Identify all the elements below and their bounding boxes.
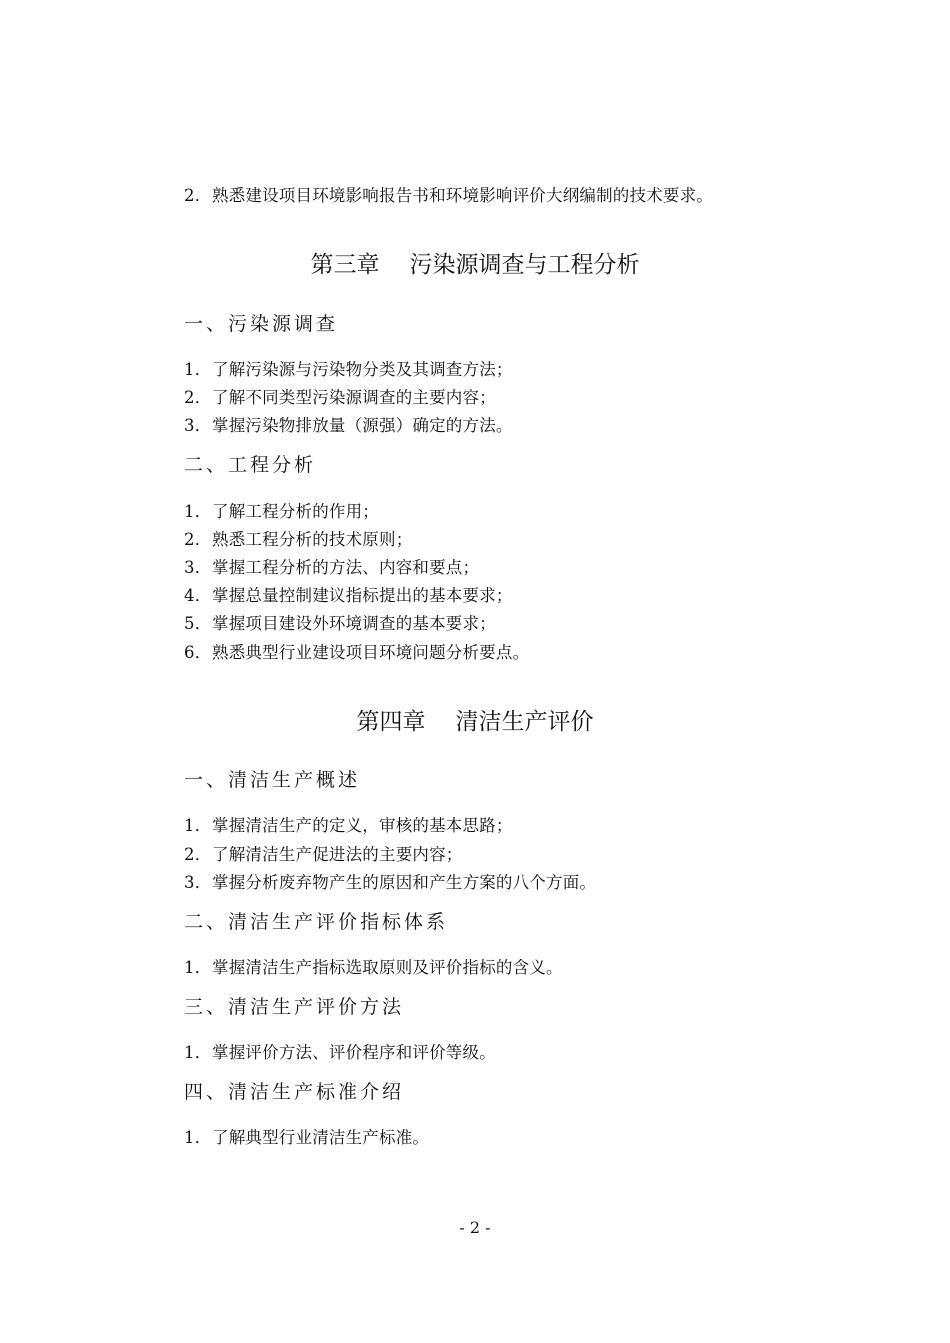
list-item bbox=[184, 360, 513, 380]
section-heading: 二、工程分析 bbox=[184, 454, 317, 476]
list-item bbox=[184, 530, 412, 550]
item-text: 了解工程分析的作用； bbox=[212, 502, 379, 521]
item-number: 3． bbox=[184, 558, 212, 577]
item-text: 熟悉建设项目环境影响报告书和环境影响评价大纲编制的技术要求。 bbox=[212, 186, 713, 205]
item-text: 掌握污染物排放量（源强）确定的方法。 bbox=[212, 416, 513, 435]
chapter-name: 污染源调查与工程分析 bbox=[409, 252, 640, 278]
section-heading: 三、清洁生产评价方法 bbox=[184, 996, 405, 1018]
section-heading: 四、清洁生产标准介绍 bbox=[184, 1081, 405, 1103]
item-text: 掌握总量控制建议指标提出的基本要求； bbox=[212, 586, 513, 605]
item-number: 1． bbox=[184, 1043, 212, 1062]
item-text: 掌握清洁生产的定义，审核的基本思路； bbox=[212, 816, 513, 835]
item-number: 3． bbox=[184, 873, 212, 892]
item-number: 2． bbox=[184, 388, 212, 407]
item-number: 5． bbox=[184, 614, 212, 633]
item-text: 了解典型行业清洁生产标准。 bbox=[212, 1128, 430, 1147]
item-text: 掌握分析废弃物产生的原因和产生方案的八个方面。 bbox=[212, 873, 597, 892]
section-heading: 二、清洁生产评价指标体系 bbox=[184, 911, 449, 933]
item-number: 1． bbox=[184, 958, 212, 977]
item-text: 掌握评价方法、评价程序和评价等级。 bbox=[212, 1043, 496, 1062]
list-item bbox=[184, 388, 496, 408]
item-text: 掌握项目建设外环境调查的基本要求； bbox=[212, 614, 496, 633]
chapter-name: 清洁生产评价 bbox=[455, 709, 594, 735]
chapter-number: 第四章 bbox=[356, 709, 426, 735]
chapter-number: 第三章 bbox=[310, 252, 380, 278]
list-item bbox=[184, 845, 463, 865]
item-number: 1． bbox=[184, 502, 212, 521]
list-item bbox=[184, 502, 379, 522]
item-number: 4． bbox=[184, 586, 212, 605]
item-number: 2． bbox=[184, 530, 212, 549]
list-item bbox=[184, 586, 513, 606]
item-number: 1． bbox=[184, 360, 212, 379]
page-number: - 2 - bbox=[459, 1218, 491, 1237]
item-text: 掌握清洁生产指标选取原则及评价指标的含义。 bbox=[212, 958, 563, 977]
section-heading: 一、污染源调查 bbox=[184, 313, 339, 335]
chapter-3-title bbox=[0, 250, 950, 280]
item-text: 了解不同类型污染源调查的主要内容； bbox=[212, 388, 496, 407]
item-number: 2． bbox=[184, 845, 212, 864]
item-text: 熟悉工程分析的技术原则； bbox=[212, 530, 413, 549]
list-item bbox=[184, 1128, 429, 1148]
list-item bbox=[184, 873, 596, 893]
list-item bbox=[184, 186, 713, 206]
item-number: 6． bbox=[184, 643, 212, 662]
item-number: 2． bbox=[184, 186, 212, 205]
item-text: 了解污染源与污染物分类及其调查方法； bbox=[212, 360, 513, 379]
list-item bbox=[184, 558, 479, 578]
list-item bbox=[184, 643, 529, 663]
item-number: 1． bbox=[184, 816, 212, 835]
section-heading: 一、清洁生产概述 bbox=[184, 769, 361, 791]
list-item bbox=[184, 614, 496, 634]
list-item bbox=[184, 416, 513, 436]
list-item bbox=[184, 958, 563, 978]
chapter-4-title bbox=[0, 707, 950, 737]
item-number: 1． bbox=[184, 1128, 212, 1147]
item-text: 熟悉典型行业建设项目环境问题分析要点。 bbox=[212, 643, 530, 662]
item-text: 了解清洁生产促进法的主要内容； bbox=[212, 845, 463, 864]
list-item bbox=[184, 816, 513, 836]
item-text: 掌握工程分析的方法、内容和要点； bbox=[212, 558, 480, 577]
list-item bbox=[184, 1043, 496, 1063]
item-number: 3． bbox=[184, 416, 212, 435]
